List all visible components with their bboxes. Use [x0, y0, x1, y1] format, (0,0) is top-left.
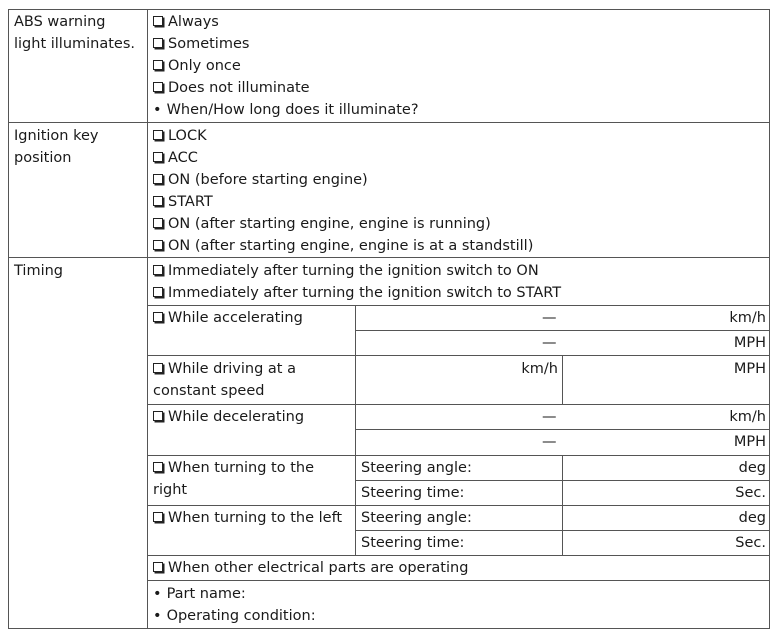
ignition-option-on-standstill[interactable]: ON (after starting engine, engine is at a standstill) [153, 235, 533, 257]
checkbox-icon[interactable] [153, 196, 163, 206]
constant-speed-mph-unit: MPH [733, 361, 766, 377]
decelerating-mph-dash: — [542, 434, 557, 450]
checkbox-icon[interactable] [153, 82, 163, 92]
decelerating-kmh-dash: — [542, 409, 557, 425]
abs-heading-line2: light illuminates. [14, 36, 136, 52]
checkbox-icon[interactable] [153, 218, 163, 228]
checkbox-icon[interactable] [153, 363, 163, 373]
ignition-heading-line2: position [14, 150, 72, 166]
timing-option-immediately-on[interactable]: Immediately after turning the ignition switch to ON [153, 260, 539, 282]
timing-option-accelerating[interactable]: While accelerating [153, 307, 303, 329]
turning-left-angle-unit: deg [738, 510, 766, 526]
abs-option-always[interactable]: Always [153, 11, 219, 33]
constant-speed-label-line2: constant speed [153, 383, 265, 399]
checkbox-icon[interactable] [153, 152, 163, 162]
turning-right-time-label: Steering time: [361, 485, 465, 501]
abs-heading-line1: ABS warning [14, 14, 106, 30]
abs-option-does-not-illuminate[interactable]: Does not illuminate [153, 77, 310, 99]
timing-option-electrical-parts[interactable]: When other electrical parts are operating [153, 557, 468, 579]
operating-condition-label: • Operating condition: [153, 605, 316, 627]
checkbox-icon[interactable] [153, 287, 163, 297]
timing-heading: Timing [14, 263, 63, 279]
checkbox-icon[interactable] [153, 16, 163, 26]
accelerating-mph-unit: MPH [733, 335, 766, 351]
turning-left-time-label: Steering time: [361, 535, 465, 551]
turning-right-angle-label: Steering angle: [361, 460, 472, 476]
turning-left-time-unit: Sec. [735, 535, 766, 551]
checkbox-icon[interactable] [153, 38, 163, 48]
checkbox-icon[interactable] [153, 174, 163, 184]
checkbox-icon[interactable] [153, 462, 163, 472]
checkbox-icon[interactable] [153, 312, 163, 322]
ignition-option-on-running[interactable]: ON (after starting engine, engine is running) [153, 213, 491, 235]
abs-note: • When/How long does it illuminate? [153, 99, 419, 121]
accelerating-kmh-unit: km/h [729, 310, 766, 326]
checkbox-icon[interactable] [153, 265, 163, 275]
timing-option-turning-left[interactable]: When turning to the left [153, 507, 342, 529]
decelerating-kmh-unit: km/h [729, 409, 766, 425]
timing-option-decelerating[interactable]: While decelerating [153, 406, 304, 428]
checkbox-icon[interactable] [153, 562, 163, 572]
timing-option-constant-speed[interactable]: While driving at a [153, 358, 296, 380]
bullet-icon: • [153, 608, 162, 624]
ignition-option-start[interactable]: START [153, 191, 213, 213]
constant-speed-kmh-unit: km/h [521, 361, 558, 377]
turning-left-angle-label: Steering angle: [361, 510, 472, 526]
checkbox-icon[interactable] [153, 411, 163, 421]
part-name-label: • Part name: [153, 583, 246, 605]
timing-option-turning-right[interactable]: When turning to the [153, 457, 314, 479]
ignition-option-on-before[interactable]: ON (before starting engine) [153, 169, 368, 191]
ignition-heading-line1: Ignition key [14, 128, 99, 144]
checkbox-icon[interactable] [153, 512, 163, 522]
checkbox-icon[interactable] [153, 240, 163, 250]
checkbox-icon[interactable] [153, 60, 163, 70]
abs-option-sometimes[interactable]: Sometimes [153, 33, 249, 55]
accelerating-kmh-dash: — [542, 310, 557, 326]
bullet-icon: • [153, 586, 162, 602]
turning-right-angle-unit: deg [738, 460, 766, 476]
timing-option-immediately-start[interactable]: Immediately after turning the ignition switch to START [153, 282, 561, 304]
turning-right-time-unit: Sec. [735, 485, 766, 501]
ignition-option-acc[interactable]: ACC [153, 147, 198, 169]
accelerating-mph-dash: — [542, 335, 557, 351]
abs-option-only-once[interactable]: Only once [153, 55, 241, 77]
ignition-option-lock[interactable]: LOCK [153, 125, 207, 147]
turning-right-label-line2: right [153, 482, 188, 498]
checkbox-icon[interactable] [153, 130, 163, 140]
decelerating-mph-unit: MPH [733, 434, 766, 450]
diagnosis-table [8, 9, 770, 629]
bullet-icon: • [153, 102, 162, 118]
